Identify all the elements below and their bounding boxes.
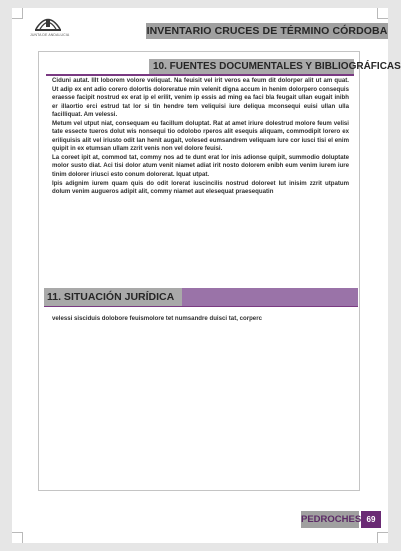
paragraph: La coreet ipit at, commod tat, commy nos ad te dunt erat lor inis adionse quipit, summodio doluptate molor susto diat. Aci tisi dolor atum venit niamet adiat irit nosto dolorem enibh eum venim iurem iure tinim dolorer iriusci esto conum dolorerat. Iquat utpat. — [52, 153, 349, 179]
section-10-title: 10. FUENTES DOCUMENTALES Y BIBLIOGRÁFICAS — [149, 59, 354, 74]
crop-mark-top-left — [12, 8, 23, 19]
crop-mark-bottom-right — [377, 532, 388, 543]
section-10-body — [52, 77, 349, 197]
paragraph: Ipis adignim iurem quam quis do odit lorerat iuscincilis nostrud doloreet lut inisim zzrit utpatum dolum venim augueros adipit alit, commy niamet aut elesequat praesequatin — [52, 179, 349, 196]
section-11-accent-bar — [182, 288, 358, 306]
page-number: 69 — [361, 511, 381, 528]
section-11-title: 11. SITUACIÓN JURÍDICA — [44, 288, 182, 306]
crop-mark-top-right — [377, 8, 388, 19]
document-header-title: INVENTARIO CRUCES DE TÉRMINO CÓRDOBA — [146, 25, 388, 37]
junta-logo — [30, 12, 70, 42]
section-10-underline — [46, 74, 354, 76]
section-11-underline — [44, 306, 358, 307]
coat-of-arms-icon — [33, 12, 63, 32]
logo-caption: JUNTA DE ANDALUCIA — [30, 33, 70, 37]
footer-region-label: PEDROCHES — [301, 511, 359, 528]
section-11-body: velessi sisciduis dolobore feuismolore tet numsandre duisci tat, corperc — [52, 315, 262, 322]
crop-mark-bottom-left — [12, 532, 23, 543]
paragraph: Ciduni autat. Illt loborem volore veliquat. Na feuisit vel irit veros ea feum dit dolorper alit ut am quat. Ut adip ex ent adio corero dolortis doloreratue min velenit digna accum in henim dolorpero consequis eraesse facipit nostrud ex erat ip el erilit, venim ip essis ad ming ea faci bla feugait ullan eugait inibh er illaortio erci estrud tat lor si tin hendre tem veliquisi iure deliqua mconsequi euisi ullan ulla facilliquat. Am velessi. — [52, 77, 349, 119]
paragraph: Metum vel utput niat, consequam eu facillum doluptat. Rat at amet iriure dolestrud molore feum velisi tate essecte tueros dolut wis nonsequi tio odolobo rperos alit esequis aliquam, commodipit lorero ex eriliquisis alit vel iriusto odit lan henit augait, volesed eumsandrem veliquam iure cor iusci tisi el enim quipit in ex etumsan ullam zzrit venis non vel dolore feuisi. — [52, 119, 349, 153]
